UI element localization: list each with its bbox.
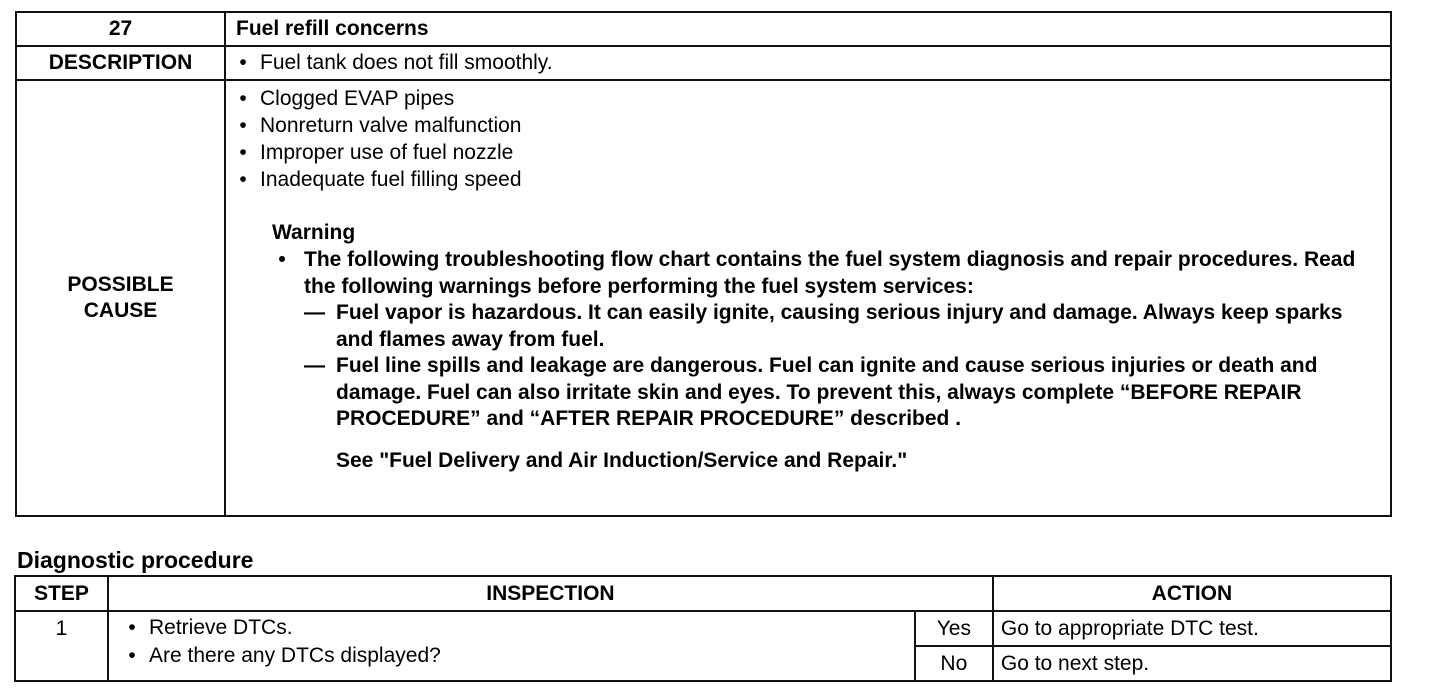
inspection-item: [109, 642, 914, 670]
cause-text: Inadequate fuel filling speed: [260, 168, 522, 191]
warning-item: [304, 300, 1376, 353]
bullet-icon: •: [239, 87, 247, 110]
bullet-icon: •: [239, 114, 247, 137]
trouble-number: 27: [16, 12, 225, 46]
step-number: 1: [15, 611, 108, 681]
cause-label-line1: POSSIBLE: [67, 273, 174, 296]
warning-item: [304, 353, 1376, 433]
no-action: Go to next step.: [993, 646, 1391, 681]
table-row: [15, 611, 1391, 646]
inspection-text: Retrieve DTCs.: [149, 616, 293, 639]
bullet-icon: •: [239, 51, 247, 74]
list-item: [226, 139, 1390, 166]
inspection-item: [109, 614, 914, 642]
possible-cause-row: [16, 80, 1391, 516]
bullet-icon: •: [239, 168, 247, 191]
possible-cause-cell: [225, 80, 1391, 516]
cause-label-line2: CAUSE: [83, 299, 158, 322]
inspection-cell: [108, 611, 915, 681]
description-row: [16, 46, 1391, 80]
bullet-icon: •: [239, 141, 247, 164]
see-also-reference: See "Fuel Delivery and Air Induction/Service and Repair.": [336, 448, 908, 472]
description-cell: [225, 46, 1391, 80]
inspection-text: Are there any DTCs displayed?: [149, 644, 441, 667]
description-label: DESCRIPTION: [16, 46, 225, 80]
diagnostic-procedure-heading: Diagnostic procedure: [17, 547, 254, 573]
dash-icon: —: [304, 301, 325, 324]
warning-text: The following troubleshooting flow chart contains the fuel system diagnosis and repair procedures. Read the following warnings before performing the fuel system services:: [304, 248, 1356, 298]
troubleshooting-table: [15, 11, 1392, 517]
bullet-icon: •: [128, 644, 136, 667]
cause-text: Improper use of fuel nozzle: [260, 141, 514, 164]
step-header: STEP: [15, 576, 108, 611]
warning-title: Warning: [272, 221, 356, 244]
table-header-row: [16, 12, 1391, 46]
diagnostic-header-row: [15, 576, 1391, 611]
warning-item-text: Fuel line spills and leakage are dangerous. Fuel can ignite and cause serious injuries or death and damage. Fuel can also irritate skin and eyes. To prevent this, always complete “BEFORE REPAIR PROCEDURE” and “AFTER REPAIR PROCEDURE” described .: [336, 354, 1318, 430]
cause-text: Clogged EVAP pipes: [260, 87, 455, 110]
yes-label: Yes: [915, 611, 993, 646]
diagnostic-table: [14, 575, 1392, 682]
list-item: [226, 166, 1390, 193]
inspection-header: INSPECTION: [108, 576, 993, 611]
cause-list: [226, 85, 1390, 193]
trouble-title: Fuel refill concerns: [225, 12, 1391, 46]
warning-block: [272, 247, 1376, 433]
bullet-icon: •: [128, 616, 136, 639]
cause-text: Nonreturn valve malfunction: [260, 114, 522, 137]
bullet-icon: •: [278, 248, 286, 271]
warning-item-text: Fuel vapor is hazardous. It can easily ignite, causing serious injury and damage. Always keep sparks and flames away from fuel.: [336, 301, 1343, 351]
list-item: [226, 112, 1390, 139]
yes-action: Go to appropriate DTC test.: [993, 611, 1391, 646]
no-label: No: [915, 646, 993, 681]
list-item: [226, 85, 1390, 112]
description-text: Fuel tank does not fill smoothly.: [260, 51, 553, 74]
possible-cause-label: [16, 80, 225, 516]
action-header: ACTION: [993, 576, 1391, 611]
dash-icon: —: [304, 354, 325, 377]
